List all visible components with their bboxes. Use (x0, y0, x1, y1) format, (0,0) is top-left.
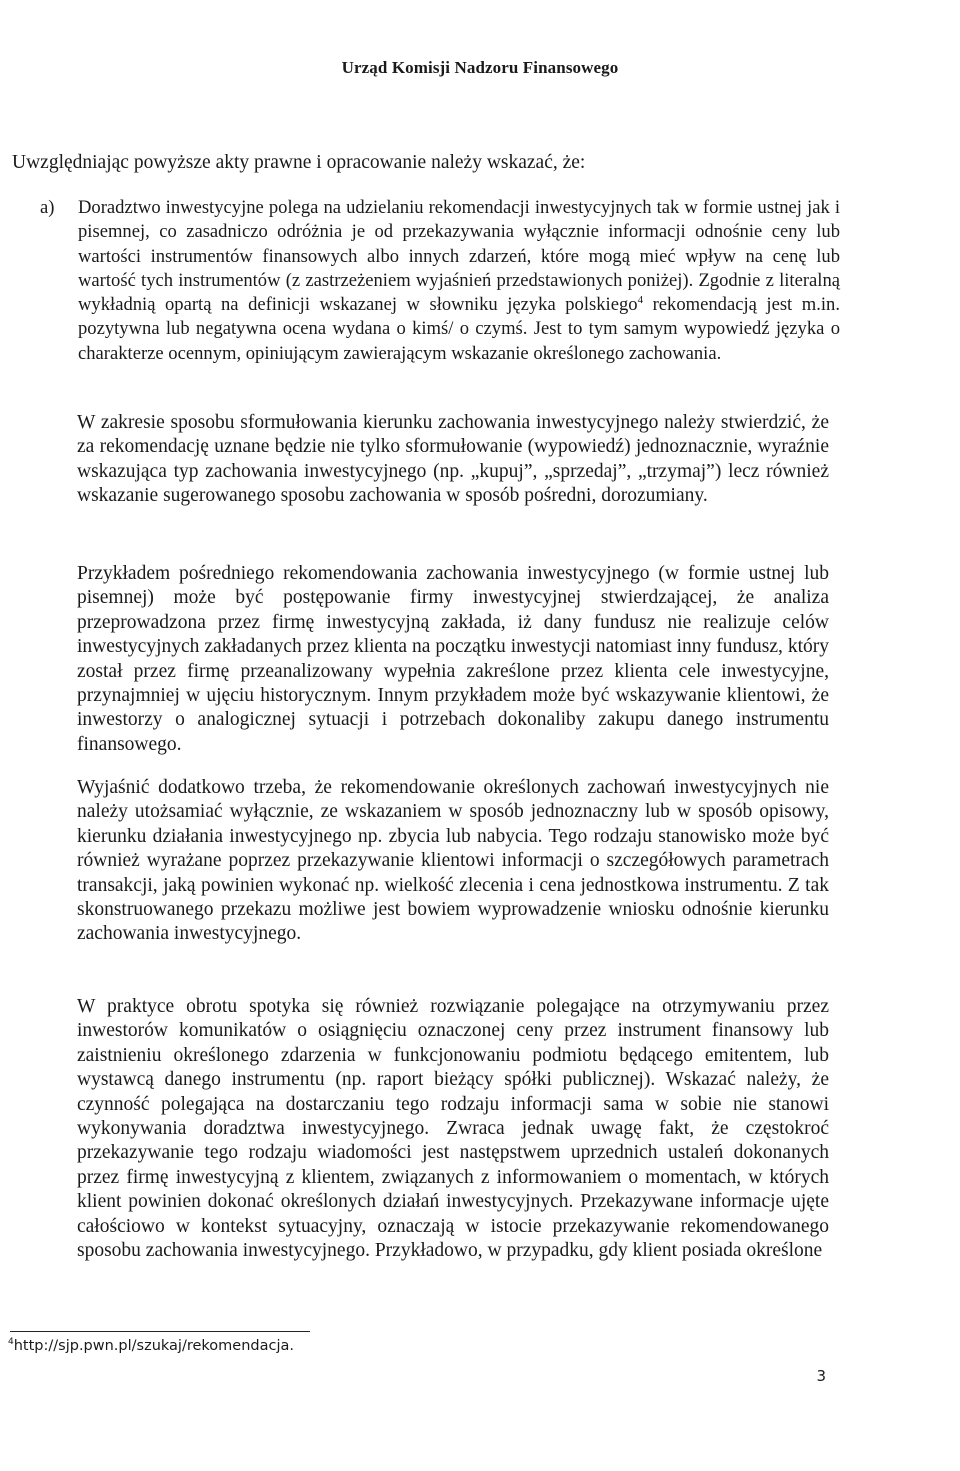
footnote-link[interactable]: http://sjp.pwn.pl/szukaj/rekomendacja. (13, 1338, 294, 1354)
footnote (8, 1337, 294, 1355)
intro-sentence: Uwzględniając powyższe akty prawne i opracowanie należy wskazać, że: (12, 152, 586, 173)
paragraph-trading-practice: W praktyce obrotu spotyka się również rozwiązanie polegające na otrzymywaniu przez inwestorów komunikatów o osiągnięciu oznaczonej ceny przez instrument finansowy lub zaistnieniu określonego zdarzenia w funkcjonowaniu podmiotu będącego emitentem, lub wystawcą danego instrumentu (np. raport bieżący spółki publicznej). Wskazać należy, że czynność polegająca na dostarczaniu tego rodzaju informacji sama w sobie nie stanowi wykonywania doradztwa inwestycyjnego. Zwraca jednak uwagę fakt, że częstokroć przekazywanie tego rodzaju wiadomości jest następstwem uprzednich ustaleń dokonanych przez firmę inwestycyjną z klientem, związanych z informowaniem o momentach, w których klient powinien dokonać określonych działań inwestycyjnych. Przekazywane informacje ujęte całościowo w kontekst sytuacyjny, oznaczają w istocie przekazywanie rekomendowanego sposobu zachowania inwestycyjnego. Przykładowo, w przypadku, gdy klient posiada określone (77, 996, 829, 1262)
footnote-number: 4 (8, 1337, 14, 1348)
paragraph-additional-explanation: Wyjaśnić dodatkowo trzeba, że rekomendowanie określonych zachowań inwestycyjnych nie należy utożsamiać wyłącznie, ze wskazaniem w sposób jednoznaczny lub w sposób opisowy, kierunku działania inwestycyjnego np. zbycia lub nabycia. Tego rodzaju stanowisko może być również wyrażane poprzez przekazywanie klientowi informacji o szczegółowych parametrach transakcji, jaką powinien wykonać np. wielkość zlecenia i cena jednostkowa instrumentu. Z tak skonstruowanego przekazu możliwe jest bowiem wyprowadzenie wniosku odnośnie kierunku zachowania inwestycyjnego. (77, 777, 829, 945)
list-item-text-part-1: Doradztwo inwestycyjne polega na udzielaniu rekomendacji inwestycyjnych tak w formie ustnej jak i pisemnej, co zasadniczo odróżnia je od przekazywania wyłącznie informacji odnośnie ceny lub wartości instrumentów finansowych albo innych zdarzeń, które mogą mieć wpływ na cenę lub wartość tych instrumentów (z zastrzeżeniem wyjaśnień przedstawionych poniżej). Zgodnie z literalną wykładnią opartą na definicji wskazanej w słowniku języka polskiego (78, 197, 840, 316)
footnote-divider (10, 1331, 310, 1332)
page-number: 3 (816, 1367, 826, 1385)
page-header: Urząd Komisji Nadzoru Finansowego (341, 58, 619, 77)
paragraph-recommendation-form: W zakresie sposobu sformułowania kierunku zachowania inwestycyjnego należy stwierdzić, że za rekomendację uznane będzie nie tylko sformułowanie (wypowiedź) jednoznacznie, wyraźnie wskazująca typ zachowania inwestycyjnego (np. „kupuj”, „sprzedaj”, „trzymaj”) lecz również wskazanie sugerowanego sposobu zachowania w sposób pośredni, dorozumiany. (77, 412, 829, 507)
list-marker: a) (40, 197, 55, 218)
footnote-reference: 4 (637, 294, 644, 306)
list-item-text-part-2: rekomendacją jest m.in. pozytywna lub negatywna ocena wydana o kimś/ o czymś. Jest to tym samym wypowiedź języka o charakterze ocennym, opiniującym zawierającym wskazanie określonego zachowania. (78, 294, 840, 364)
list-item-body (78, 196, 840, 366)
paragraph-indirect-example: Przykładem pośredniego rekomendowania zachowania inwestycyjnego (w formie ustnej lub pisemnej) może być postępowanie firmy inwestycyjnej stwierdzającej, że analiza przeprowadzona przez firmę inwestycyjną zakłada, iż dany fundusz nie realizuje celów inwestycyjnych zakładanych przez klienta na początku inwestycji natomiast inny fundusz, który został przez firmę przeanalizowany wypełnia zakreślone przez klienta cele inwestycyjne, przynajmniej w ujęciu historycznym. Innym przykładem może być wskazywanie klientowi, że inwestorzy o analogicznej sytuacji i potrzebach dokonaliby zakupu danego instrumentu finansowego. (77, 563, 829, 755)
